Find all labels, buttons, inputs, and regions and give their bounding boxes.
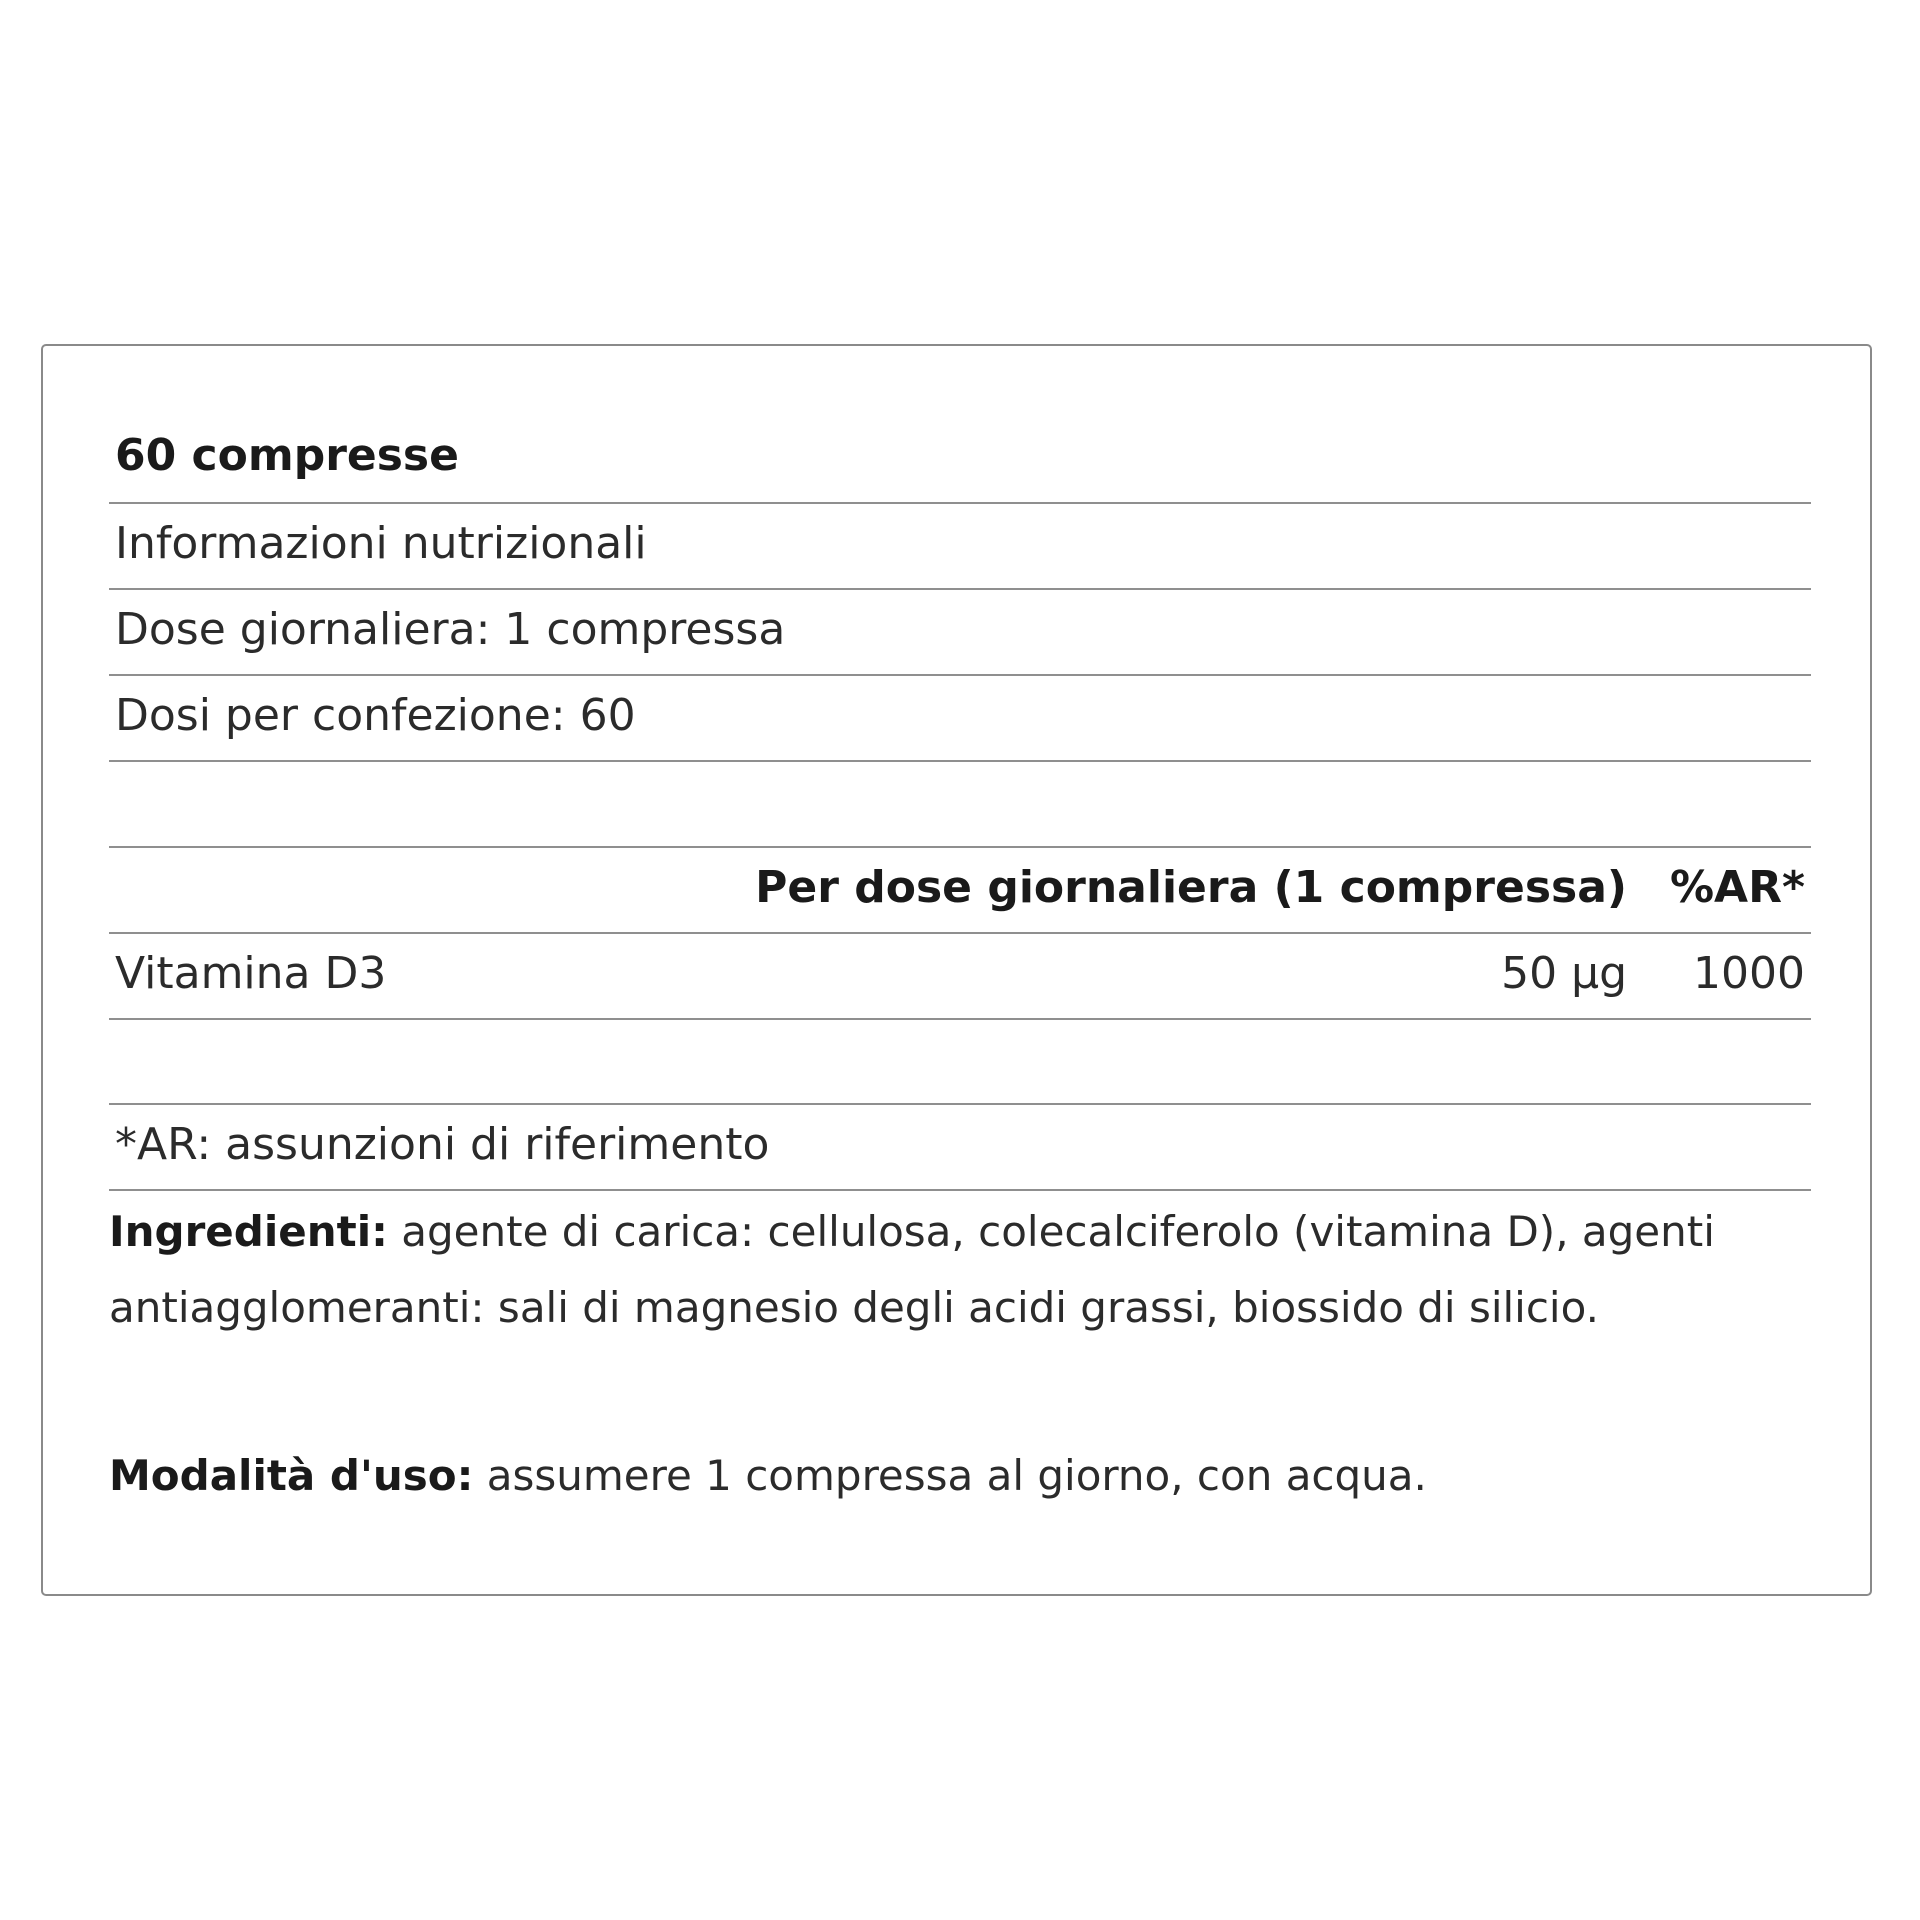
- pack-size-title: 60 compresse: [115, 430, 459, 481]
- header-ar: %AR*: [1669, 862, 1805, 913]
- info-text: Dosi per confezione: 60: [115, 690, 636, 741]
- usage-text: assumere 1 compressa al giorno, con acqua.: [473, 1451, 1427, 1500]
- usage: [109, 1438, 1811, 1514]
- ingredients-label: Ingredienti:: [109, 1207, 388, 1256]
- nutrient-ar: 1000: [1693, 948, 1805, 999]
- ingredients-text: agente di carica: cellulosa, colecalciferolo (vitamina D), agenti antiagglomeranti: sali di magnesio degli acidi grassi, biossido di silicio.: [109, 1207, 1715, 1332]
- spacer-row: [109, 1018, 1811, 1104]
- info-text: Informazioni nutrizionali: [115, 518, 647, 569]
- info-row: [109, 502, 1811, 588]
- footnote: *AR: assunzioni di riferimento: [115, 1119, 770, 1170]
- nutrient-name: Vitamina D3: [115, 948, 387, 999]
- ingredients: [109, 1194, 1811, 1346]
- table-row: [109, 932, 1811, 1018]
- table-header: [109, 846, 1811, 932]
- info-text: Dose giornaliera: 1 compressa: [115, 604, 786, 655]
- footnote-row: [109, 1103, 1811, 1189]
- info-row: [109, 588, 1811, 674]
- usage-label: Modalità d'uso:: [109, 1451, 474, 1500]
- header-per-dose: Per dose giornaliera (1 compressa): [755, 862, 1627, 913]
- divider: [109, 1189, 1811, 1191]
- spacer-row: [109, 760, 1811, 846]
- nutrient-amount: 50 µg: [1501, 948, 1627, 999]
- nutrition-info-card: [41, 344, 1872, 1596]
- info-row: [109, 674, 1811, 760]
